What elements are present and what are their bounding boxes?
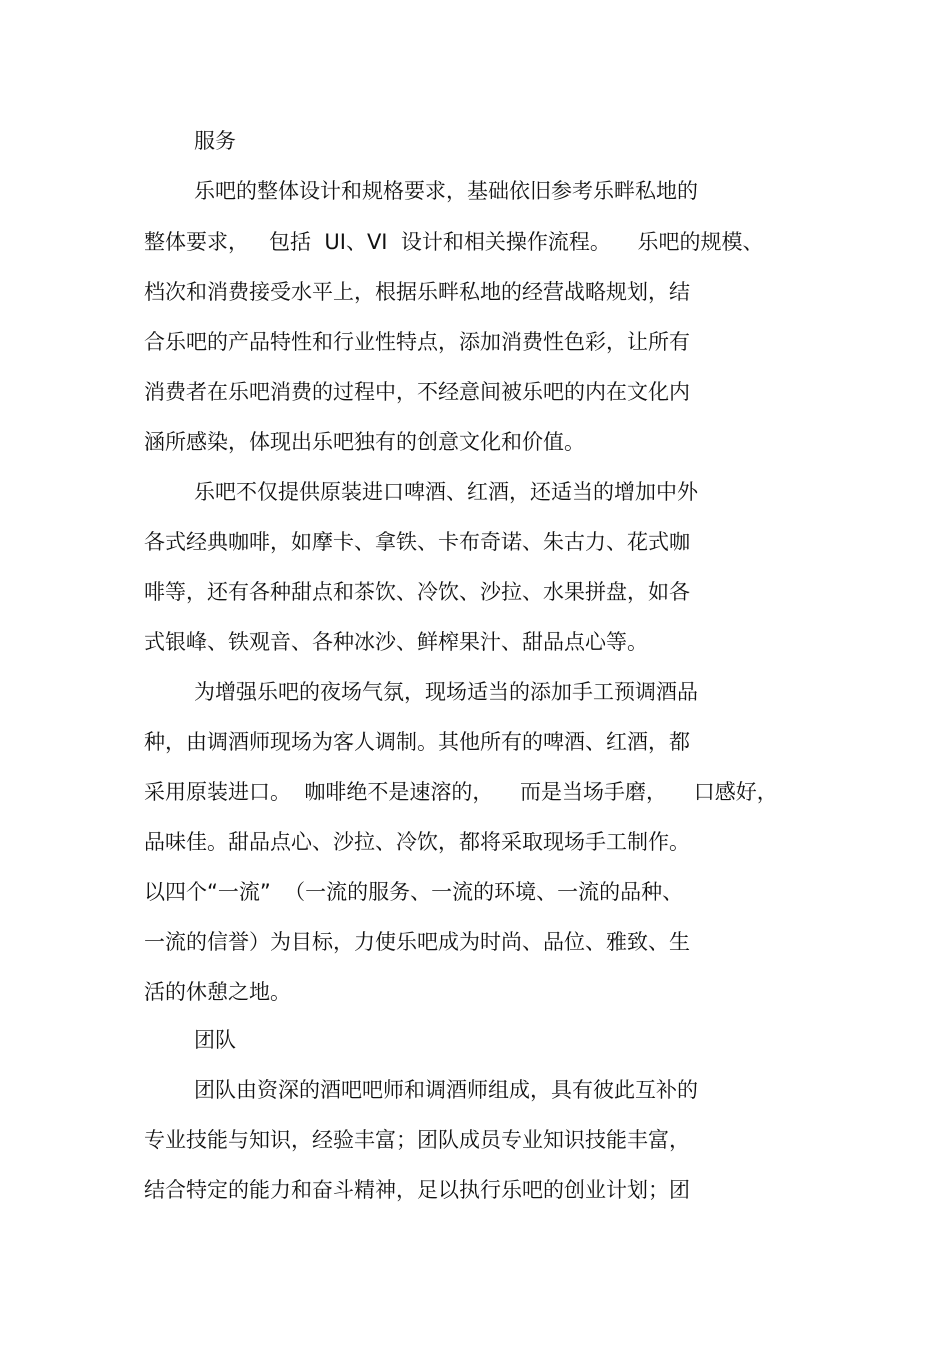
paragraph-line: 涵所感染，体现出乐吧独有的创意文化和价值。 (144, 430, 585, 454)
paragraph-line: 各式经典咖啡，如摩卡、拿铁、卡布奇诺、朱古力、花式咖 (144, 530, 690, 554)
paragraph-line: 合乐吧的产品特性和行业性特点，添加消费性色彩，让所有 (144, 330, 690, 354)
paragraph-line: 整体要求， 包括 UI、VI 设计和相关操作流程。 乐吧的规模、 (144, 230, 764, 254)
paragraph-line: 团队由资深的酒吧吧师和调酒师组成，具有彼此互补的 (194, 1078, 698, 1102)
paragraph-line: 一流的信誉）为目标，力使乐吧成为时尚、品位、雅致、生 (144, 930, 690, 954)
paragraph-line: 活的休憩之地。 (144, 980, 291, 1004)
paragraph-line: 以四个“一流” （一流的服务、一流的环境、一流的品种、 (144, 880, 684, 904)
paragraph-line: 结合特定的能力和奋斗精神，足以执行乐吧的创业计划；团 (144, 1178, 690, 1202)
section-heading-team: 团队 (194, 1028, 236, 1052)
paragraph-line: 专业技能与知识，经验丰富；团队成员专业知识技能丰富， (144, 1128, 690, 1152)
paragraph-line: 为增强乐吧的夜场气氛，现场适当的添加手工预调酒品 (194, 680, 698, 704)
paragraph-line: 乐吧的整体设计和规格要求，基础依旧参考乐畔私地的 (194, 179, 698, 203)
section-heading-service: 服务 (194, 129, 236, 153)
paragraph-line: 品味佳。甜品点心、沙拉、冷饮，都将采取现场手工制作。 (144, 830, 690, 854)
paragraph-line: 采用原装进口。 咖啡绝不是速溶的， 而是当场手磨， 口感好， (144, 780, 778, 804)
paragraph-line: 啡等，还有各种甜点和茶饮、冷饮、沙拉、水果拼盘，如各 (144, 580, 690, 604)
paragraph-line: 式银峰、铁观音、各种冰沙、鲜榨果汁、甜品点心等。 (144, 630, 648, 654)
paragraph-line: 消费者在乐吧消费的过程中，不经意间被乐吧的内在文化内 (144, 380, 690, 404)
paragraph-line: 乐吧不仅提供原装进口啤酒、红酒，还适当的增加中外 (194, 480, 698, 504)
paragraph-line: 档次和消费接受水平上，根据乐畔私地的经营战略规划，结 (144, 280, 690, 304)
paragraph-line: 种，由调酒师现场为客人调制。其他所有的啤酒、红酒，都 (144, 730, 690, 754)
